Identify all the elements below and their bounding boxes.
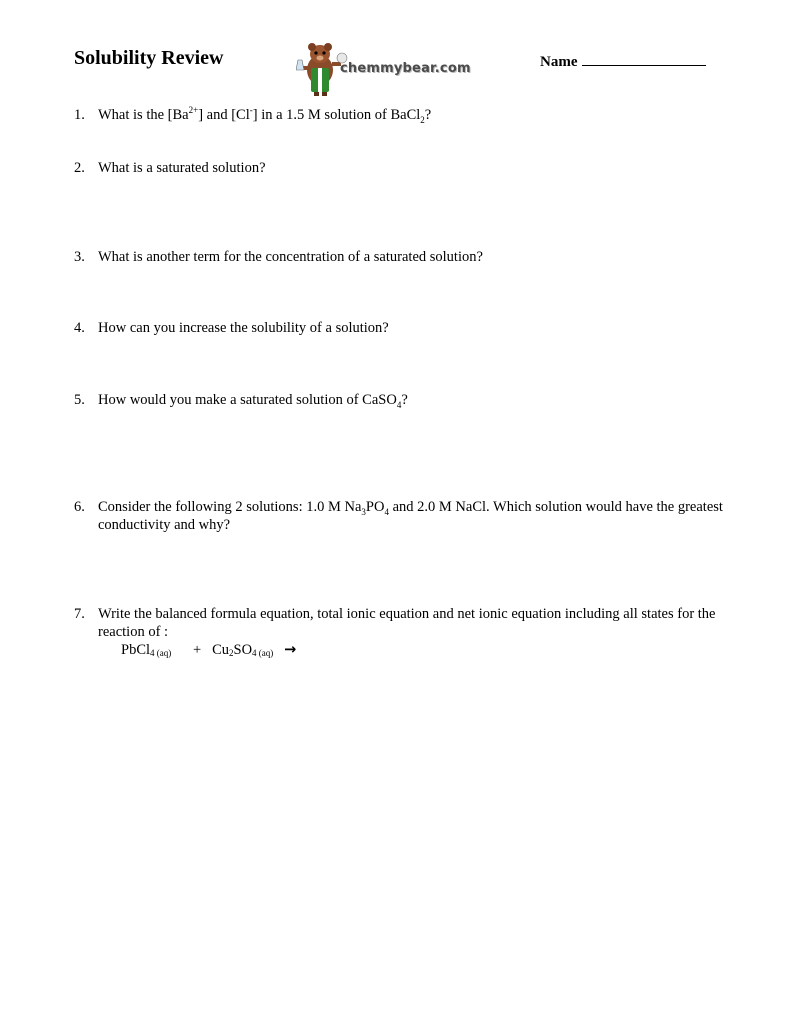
question-number: 3. — [74, 249, 85, 265]
question-text: Write the balanced formula equation, total ionic equation and net ionic equation including all states for the reaction of : — [98, 606, 716, 640]
question-text: What is the $[Ba^{2+}]$ and [Cl-] in a 1.5 M solution of BaCl$_2$? — [98, 105, 432, 125]
reaction-equation — [121, 642, 296, 659]
logo-text: chemmybear.com — [340, 61, 471, 76]
name-field — [540, 52, 706, 71]
question-text: How can you increase the solubility of a solution? — [98, 320, 389, 336]
chemmybear-logo — [296, 40, 471, 96]
reactant-1-subscript: 4 (aq) — [150, 648, 172, 658]
question-text: Consider the following 2 solutions: 1.0 M $Na_3PO_4$ and 2.0 M NaCl. Which solution would have the greatest conductivity and why? — [98, 499, 723, 533]
reaction-arrow-icon: → — [284, 642, 297, 658]
question-text: How would you make a saturated solution of CaSO$_4$? — [98, 392, 408, 410]
question-number: 7. — [74, 606, 85, 622]
name-label: Name — [540, 54, 578, 70]
question-number: 4. — [74, 320, 85, 336]
question-number: 5. — [74, 392, 85, 408]
reactant-2-anion: SO — [233, 642, 253, 658]
reactant-2-anion-subscript: 4 (aq) — [252, 648, 274, 658]
question-text: What is another term for the concentration of a saturated solution? — [98, 249, 483, 265]
name-blank-line[interactable] — [582, 52, 706, 66]
reactant-2: Cu — [212, 642, 229, 658]
reactant-1: PbCl — [121, 642, 151, 658]
question-text: What is a saturated solution? — [98, 160, 266, 176]
question-number: 2. — [74, 160, 85, 176]
reactant-2-subscript: 2 — [229, 648, 234, 658]
page-title: Solubility Review — [74, 47, 224, 69]
plus-sign: + — [193, 642, 202, 658]
question-number: 6. — [74, 499, 85, 515]
question-number: 1. — [74, 107, 85, 123]
